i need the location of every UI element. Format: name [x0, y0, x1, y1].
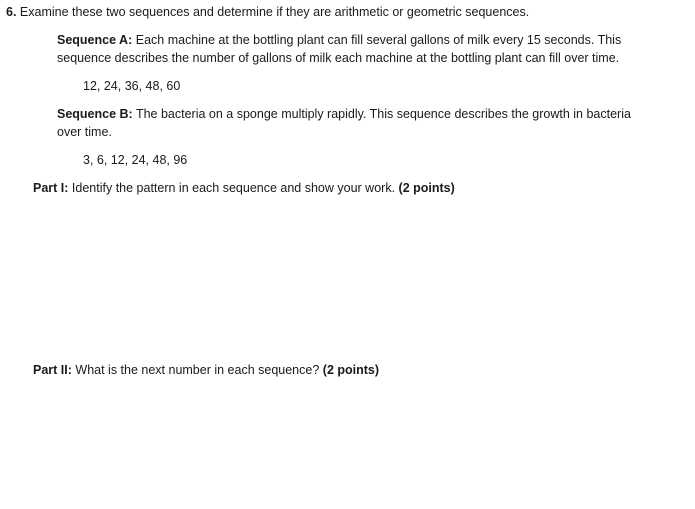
sequence-b-line2: over time.: [57, 125, 112, 139]
part-1-text: Identify the pattern in each sequence and show your work.: [71, 181, 396, 195]
part-2-label: Part II:: [33, 363, 72, 377]
sequence-a-line1: [57, 31, 621, 49]
part-2: [33, 361, 379, 379]
part-2-text: What is the next number in each sequence?: [75, 363, 320, 377]
sequence-b-text1: The bacteria on a sponge multiply rapidly. This sequence describes the growth in bacteria: [135, 107, 631, 121]
part-1-label: Part I:: [33, 181, 69, 195]
part-1: [33, 179, 455, 197]
sequence-a-label: Sequence A:: [57, 33, 133, 47]
sequence-a-text1: Each machine at the bottling plant can fill several gallons of milk every 15 seconds. This: [135, 33, 622, 47]
question-header: [6, 3, 529, 21]
sequence-b-line1: [57, 105, 631, 123]
sequence-b-values: 3, 6, 12, 24, 48, 96: [83, 153, 188, 167]
part-2-points: (2 points): [322, 363, 380, 377]
sequence-a-line2: sequence describes the number of gallons of milk each machine at the bottling plant can fill over time.: [57, 51, 620, 65]
part-1-points: (2 points): [398, 181, 455, 195]
sequence-b-label: Sequence B:: [57, 107, 133, 121]
question-number: 6.: [6, 5, 17, 19]
sequence-a-values: 12, 24, 36, 48, 60: [83, 79, 181, 93]
question-prompt: Examine these two sequences and determine if they are arithmetic or geometric sequences.: [19, 5, 530, 19]
